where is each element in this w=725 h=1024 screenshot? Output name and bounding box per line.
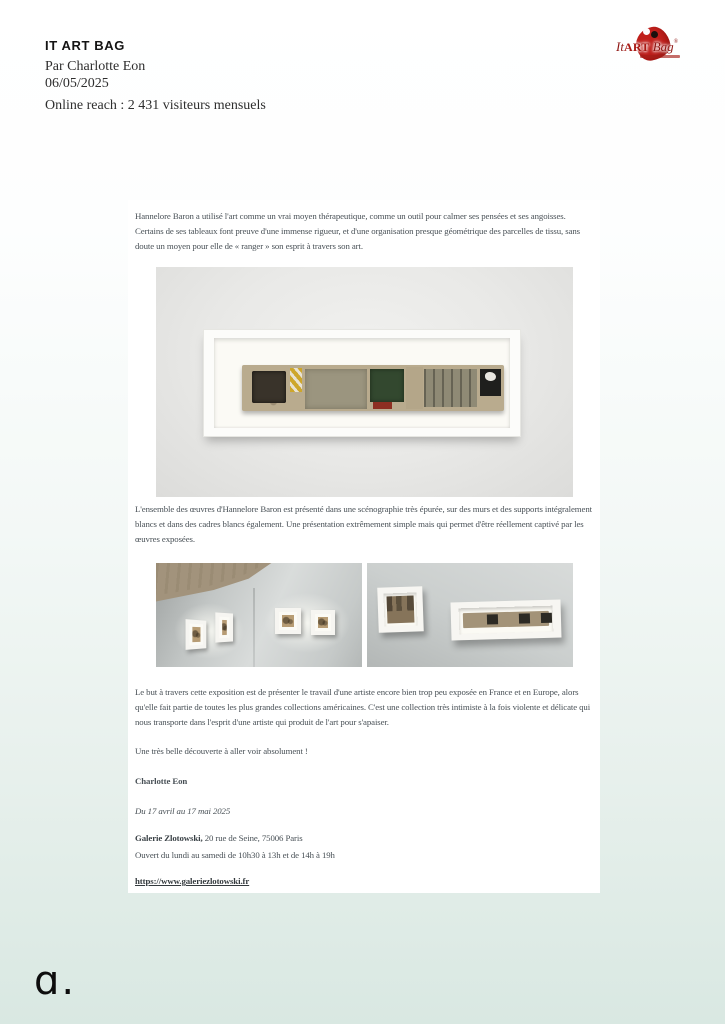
square-frame — [377, 586, 424, 633]
collage-strip — [242, 365, 504, 411]
wall-corner — [253, 588, 255, 667]
itartbag-logo-text — [616, 39, 690, 55]
publication-date: 06/05/2025 — [45, 76, 109, 91]
small-frame — [275, 608, 301, 634]
small-frame — [311, 610, 335, 635]
paragraph-intro: Hannelore Baron a utilisé l'art comme un vrai moyen thérapeutique, comme un outil pour calmer ses pensées et ses angoisses. Certains de ses tableaux font preuve d'une immense rigueur, et d'une organisation presque géométrique des parcelles de tissu, sans doute un moyen pour elle de « ranger » son esprit à travers son art. — [135, 211, 581, 251]
collage-patch — [373, 402, 392, 409]
venue-address: 20 rue de Seine, 75006 Paris — [202, 833, 303, 843]
opening-hours: Ouvert du lundi au samedi de 10h30 à 13h et de 14h à 19h — [135, 850, 335, 860]
collage-patch — [252, 371, 286, 403]
agency-logo: ɑ. — [34, 958, 77, 1004]
logo-part-art: ART — [623, 40, 650, 54]
gallery-website-link[interactable]: https://www.galeriezlotowski.fr — [135, 876, 250, 886]
gallery-photo-right — [367, 563, 573, 667]
collage-patch — [424, 369, 477, 407]
collage-patch — [370, 369, 404, 402]
publication-title: IT ART BAG — [45, 38, 125, 53]
palette-thumb-hole — [651, 31, 658, 38]
venue-line — [135, 831, 594, 846]
paragraph-purpose: Le but à travers cette exposition est de présenter le travail d'une artiste encore bien trop peu exposée en France et en Europe, alors qu'elle fait partie de toutes les plus grandes collections américaines. C'est une collection très intimiste à la fois violente et délicate qui nous transporte dans l'esprit d'une artiste qui produit de l'art pour s'apaiser. — [135, 687, 591, 727]
exhibition-dates: Du 17 avril au 17 mai 2025 — [135, 806, 231, 816]
artwork-photo-main — [156, 267, 573, 497]
collage-patch — [480, 369, 501, 396]
small-frame — [215, 612, 233, 642]
author-signature: Charlotte Eon — [135, 776, 188, 786]
logo-tagline-bar — [640, 55, 680, 58]
itartbag-logo — [616, 27, 690, 69]
small-frame — [186, 619, 207, 650]
artwork-mat — [214, 338, 510, 428]
gallery-photo-row — [156, 563, 573, 667]
paragraph-scenography: L'ensemble des œuvres d'Hannelore Baron est présenté dans une scénographie très épurée, sur des murs et des supports intégralement blancs et dans des cadres blancs également. Une présentation extrêmement simple mais qui permet d'être réellement captivé par les œuvres exposées. — [135, 504, 592, 544]
gallery-photo-left — [156, 563, 362, 667]
palette-notch — [643, 28, 650, 35]
paragraph-conclusion: Une très belle découverte à aller voir absolument ! — [135, 746, 308, 756]
logo-part-bag: Bag — [652, 39, 674, 54]
registered-mark: ® — [673, 39, 679, 45]
article-card — [128, 200, 600, 893]
artwork-frame — [203, 329, 521, 437]
collage-patch — [305, 369, 367, 409]
venue-name: Galerie Zlotowski, — [135, 833, 203, 843]
byline: Par Charlotte Eon — [45, 59, 146, 74]
collage-patch — [290, 368, 302, 392]
logo-part-it: It — [616, 39, 624, 54]
spotlight-glow — [174, 603, 244, 659]
online-reach: Online reach : 2 431 visiteurs mensuels — [45, 98, 266, 113]
long-frame — [450, 599, 561, 640]
collage-patch — [406, 367, 423, 409]
